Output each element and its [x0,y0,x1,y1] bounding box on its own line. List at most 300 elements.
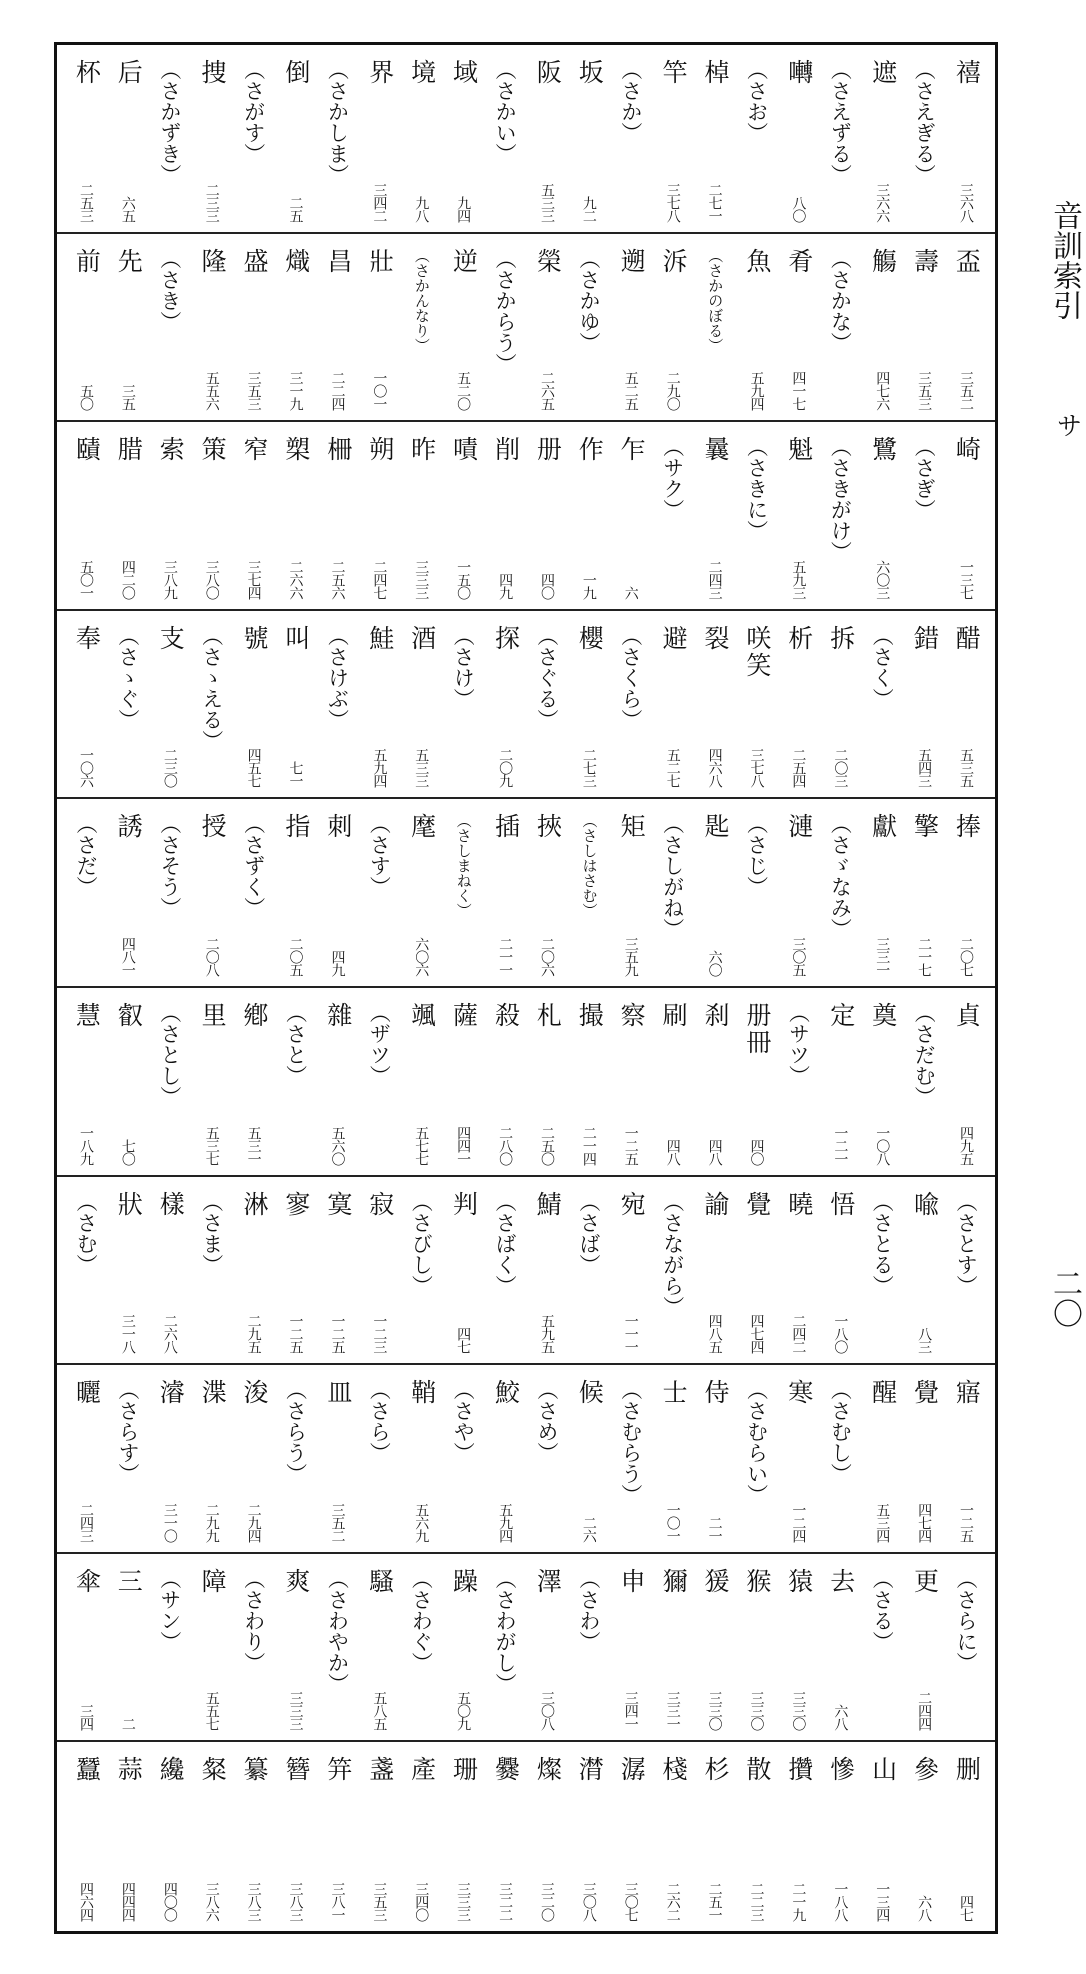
kanji-char: 咲笑 [742,624,772,679]
page-ref: 五八五 [371,1691,388,1731]
kanji-char: 薩 [449,1002,479,1029]
kanji-char: 慧 [72,1002,102,1029]
reading-column [65,799,107,986]
kanji-char: 潸 [575,1756,605,1784]
reading-column [568,799,610,986]
reading-column [275,988,317,1175]
kanji-entry [777,1554,819,1741]
kanji-char: 麾 [407,813,437,841]
page-ref: 二四三 [706,559,723,599]
reading-label: （さとし） [157,1002,182,1107]
kanji-entry [652,611,694,798]
page-ref: 一二三 [371,1314,388,1354]
kanji-entry [191,234,233,421]
kanji-char: 燦 [533,1756,563,1784]
page-ref: 二六 [580,1515,597,1542]
kanji-entry [694,1554,736,1741]
kanji-char: 前 [72,247,102,275]
page-ref: 三六八 [958,182,975,222]
reading-column [861,1177,903,1364]
reading-column [819,45,861,232]
kanji-entry [568,45,610,232]
kanji-char: 盞 [365,1756,395,1784]
reading-label: （さかんなり） [412,247,431,353]
kanji-char: 坂 [575,59,605,86]
reading-column [107,611,149,798]
reading-label: （さわやか） [325,1567,350,1694]
kanji-entry [275,234,317,421]
reading-column [358,799,400,986]
kanji-char: 鮫 [491,1379,521,1407]
kanji-entry [694,1365,736,1552]
kanji-entry [819,1742,861,1931]
reading-column [149,234,191,421]
kanji-char: 鷺 [868,436,898,464]
reading-column [652,1177,694,1364]
page-ref: 二〇九 [497,748,514,788]
kanji-entry [107,799,149,986]
page-ref: 一二五 [287,1314,304,1354]
reading-column [903,988,945,1175]
reading-label: （さわぐ） [409,1567,434,1673]
reading-label: （さゝぐ） [115,624,140,730]
page-ref: 二六八 [161,1314,178,1354]
reading-column [233,1554,275,1741]
page-ref: 四七四 [916,1502,933,1542]
reading-label: （さや） [451,1379,476,1464]
reading-label: （さき） [157,247,182,332]
page-ref: 二二三 [748,1881,765,1921]
page-ref: 五三四 [874,1502,891,1542]
reading-column [736,1365,778,1552]
kanji-char: 獮 [659,1567,689,1595]
reading-column [275,1365,317,1552]
kanji-char: 探 [491,624,521,652]
kanji-char: 錯 [910,624,940,652]
page-ref: 五〇一 [78,559,95,599]
kanji-entry [442,1554,484,1741]
page-ref: 一二一 [832,1125,849,1165]
kanji-entry [903,234,945,421]
reading-label: （さらす） [115,1379,140,1485]
kanji-entry [317,988,359,1175]
kanji-char: 乍 [617,436,647,464]
reading-label: （ザツ） [367,1002,392,1086]
kanji-entry [610,234,652,421]
kanji-char: 阪 [533,59,563,86]
page-ref: 四七六 [874,371,891,411]
kanji-entry [736,1177,778,1364]
kanji-entry [358,1177,400,1364]
kanji-entry [694,45,736,232]
kanji-char: 捧 [952,813,982,841]
kanji-char: 去 [826,1567,856,1595]
page-ref: 七一 [287,761,304,788]
kanji-entry [358,234,400,421]
kanji-entry [652,1365,694,1552]
kanji-char: 濬 [156,1379,186,1407]
reading-label: （さめ） [535,1379,560,1464]
page-ref: 三二二 [497,1881,514,1921]
kanji-entry [568,422,610,609]
reading-column [861,1554,903,1741]
reading-column [610,45,652,232]
page-ref: 四〇 [538,572,555,599]
kanji-char: 作 [575,436,605,464]
page-ref: 五二七 [664,748,681,788]
page-ref: 五五七 [203,1691,220,1731]
kanji-char: 后 [114,59,144,86]
reading-column [484,234,526,421]
kanji-char: 鯖 [533,1190,563,1218]
kanji-entry [317,799,359,986]
kanji-char: 崎 [952,436,982,464]
kanji-char: 柵 [323,436,353,464]
reading-label: （さびし） [409,1190,434,1296]
reading-column [568,1554,610,1741]
kanji-char: 寂 [365,1190,395,1218]
page-ref: 二〇八 [203,936,220,976]
kanji-char: 寒 [784,1379,814,1407]
reading-label: （さながら） [660,1190,685,1317]
kanji-entry [526,45,568,232]
page-ref: 五九三 [790,559,807,599]
reading-label: （さきがけ） [828,436,853,563]
kanji-entry [861,422,903,609]
kanji-char: 猴 [742,1567,772,1595]
kanji-entry [358,45,400,232]
index-band [57,1365,995,1554]
reading-column [736,799,778,986]
kanji-entry [652,45,694,232]
kanji-char: 奠 [868,1002,898,1029]
page-ref: 三二〇 [538,1881,555,1921]
kanji-char: 曩 [700,436,730,464]
kanji-char: 散 [742,1756,772,1784]
kanji-char: 鮭 [365,624,395,652]
kanji-entry [945,988,987,1175]
kanji-char: 觴 [868,247,898,275]
reading-column [568,234,610,421]
kanji-entry [442,45,484,232]
reading-label: （さゝえる） [199,624,224,751]
kanji-entry [275,799,317,986]
reading-column [694,234,736,421]
kanji-entry [652,988,694,1175]
reading-label: （さく） [870,624,895,709]
reading-column [861,611,903,798]
page-ref: 五三七 [203,1125,220,1165]
page-ref: 二一七 [916,936,933,976]
kanji-char: 諭 [700,1190,730,1218]
kanji-entry [107,422,149,609]
page-ref: 二七一 [706,182,723,222]
page-ref: 一八九 [78,1125,95,1165]
side-kana: サ [1052,412,1082,438]
kanji-char: 棹 [700,59,730,86]
page-ref: 三三一 [874,936,891,976]
kanji-entry [317,422,359,609]
reading-label: （さむ） [74,1190,99,1275]
page-ref: 四〇 [748,1138,765,1165]
reading-column [149,45,191,232]
kanji-char: 蒜 [114,1756,144,1784]
kanji-entry [107,1554,149,1741]
page-ref: 一二五 [329,1314,346,1354]
kanji-char: 殺 [491,1002,521,1029]
kanji-char: 境 [407,59,437,86]
reading-column [526,611,568,798]
page-ref: 一三七 [958,559,975,599]
index-band [57,799,995,988]
reading-column [442,611,484,798]
kanji-char: 禧 [952,59,982,86]
kanji-entry [275,45,317,232]
page-ref: 五九五 [538,1314,555,1354]
page-ref: 五九四 [748,371,765,411]
kanji-char: 士 [659,1379,689,1407]
kanji-entry [442,988,484,1175]
kanji-entry [275,1742,317,1931]
kanji-char: 躁 [449,1567,479,1595]
reading-label: （さだ） [74,813,99,898]
kanji-char: 覺 [742,1190,772,1218]
reading-label: （さかしま） [325,59,350,185]
kanji-entry [694,611,736,798]
kanji-entry [107,1742,149,1931]
kanji-entry [233,1742,275,1931]
page-ref: 二一一 [497,936,514,976]
kanji-entry [861,1742,903,1931]
kanji-char: 索 [156,436,186,464]
kanji-char: 喩 [910,1190,940,1218]
kanji-char: 珊 [449,1756,479,1784]
kanji-entry [484,799,526,986]
kanji-entry [149,1742,191,1931]
page-ref: 一八〇 [832,1314,849,1354]
index-band [57,234,995,423]
kanji-entry [484,1742,526,1931]
kanji-entry [568,1742,610,1931]
kanji-entry [442,422,484,609]
kanji-entry [903,799,945,986]
page-ref: 六五 [119,195,136,222]
kanji-entry [736,611,778,798]
kanji-entry [903,1177,945,1364]
kanji-char: 雜 [323,1002,353,1029]
reading-column [400,1177,442,1364]
kanji-entry [65,1742,107,1931]
index-band [57,422,995,611]
kanji-entry [191,1742,233,1931]
page-ref: 四九五 [958,1125,975,1165]
kanji-entry [861,45,903,232]
reading-column [233,799,275,986]
page-ref: 八〇 [790,195,807,222]
kanji-entry [610,422,652,609]
kanji-char: 三 [114,1567,144,1595]
kanji-char: 杯 [72,59,102,86]
kanji-entry [317,1742,359,1931]
reading-column [484,1554,526,1741]
page-ref: 三三〇 [706,1691,723,1731]
reading-label: （さけ） [451,624,476,709]
kanji-entry [275,1177,317,1364]
kanji-entry [819,611,861,798]
page-ref: 六 [622,585,639,599]
kanji-char: 叫 [281,624,311,652]
kanji-char: 察 [617,1002,647,1029]
page-ref: 二九九 [203,1502,220,1542]
page-ref: 三六六 [874,182,891,222]
page-number: 二〇 [1047,1268,1082,1328]
page-ref: 四一七 [790,371,807,411]
page-ref: 一八八 [832,1881,849,1921]
kanji-entry [903,611,945,798]
kanji-entry [568,988,610,1175]
kanji-entry [484,422,526,609]
kanji-entry [358,611,400,798]
reading-label: （さきに） [744,436,769,542]
kanji-char: 爨 [491,1756,521,1784]
kanji-entry [526,1554,568,1741]
kanji-entry [442,234,484,421]
kanji-entry [65,422,107,609]
kanji-char: 曉 [784,1190,814,1218]
page-ref: 三三〇 [790,1691,807,1731]
page-ref: 二 [119,1717,136,1731]
kanji-char: 更 [910,1567,940,1595]
kanji-entry [861,1365,903,1552]
page-ref: 四七四 [748,1314,765,1354]
reading-column [317,45,359,232]
kanji-char: 匙 [700,813,730,841]
kanji-char: 盃 [952,247,982,275]
reading-label: （サツ） [786,1002,811,1086]
reading-label: （さわがし） [493,1567,518,1694]
page-ref: 四六四 [78,1881,95,1921]
page-ref: 五九四 [497,1502,514,1542]
kanji-entry [149,422,191,609]
page-ref: 二四四 [916,1691,933,1731]
reading-label: （さらう） [283,1379,308,1485]
reading-column [400,1554,442,1741]
kanji-char: 札 [533,1002,563,1029]
kanji-char: 册 [533,436,563,464]
kanji-entry [819,988,861,1175]
reading-label: （さる） [870,1567,895,1652]
reading-label: （さがす） [241,59,266,164]
reading-label: （さか） [618,59,643,143]
kanji-char: 壯 [365,247,395,275]
reading-column [149,799,191,986]
kanji-char: 魚 [742,247,772,275]
reading-label: （さえぎる） [912,59,937,185]
page-ref: 三五二 [329,1502,346,1542]
kanji-entry [275,611,317,798]
kanji-char: 界 [365,59,395,86]
page-ref: 三〇八 [580,1881,597,1921]
page-ref: 四二〇 [119,559,136,599]
kanji-char: 颯 [407,1002,437,1029]
page-ref: 五三一 [245,1125,262,1165]
kanji-char: 山 [868,1756,898,1784]
page-ref: 一〇八 [874,1125,891,1165]
kanji-entry [65,234,107,421]
kanji-entry [568,611,610,798]
reading-label: （さらに） [954,1567,979,1673]
reading-label: （さえずる） [828,59,853,185]
page-ref: 二〇三 [832,748,849,788]
page-ref: 四六八 [706,748,723,788]
kanji-entry [358,422,400,609]
kanji-entry [777,234,819,421]
reading-column [610,611,652,798]
index-band [57,1554,995,1743]
page-ref: 四八一 [119,936,136,976]
page-ref: 四五七 [245,748,262,788]
kanji-char: 先 [114,247,144,275]
kanji-char: 淋 [240,1190,270,1218]
kanji-char: 昌 [323,247,353,275]
kanji-entry [65,1554,107,1741]
kanji-entry [526,799,568,986]
kanji-char: 笄 [323,1756,353,1784]
kanji-entry [65,1365,107,1552]
kanji-char: 潺 [617,1756,647,1784]
page-ref: 三三三 [287,1691,304,1731]
index-band [57,45,995,234]
kanji-char: 慘 [826,1756,856,1784]
reading-column [107,1365,149,1552]
reading-label: （さま） [199,1190,224,1275]
kanji-char: 纔 [156,1756,186,1784]
kanji-char: 障 [198,1567,228,1595]
kanji-entry [233,1365,275,1552]
page-ref: 三三三 [413,559,430,599]
reading-column [819,234,861,421]
kanji-char: 鞘 [407,1379,437,1407]
kanji-char: 奉 [72,624,102,652]
kanji-char: 裂 [700,624,730,652]
index-table-frame [54,42,998,1934]
kanji-entry [65,45,107,232]
kanji-entry [945,234,987,421]
kanji-char: 支 [156,624,186,652]
kanji-char: 產 [407,1756,437,1784]
kanji-entry [777,1177,819,1364]
kanji-char: 誘 [114,813,144,841]
page-ref: 三四一 [622,1691,639,1731]
reading-label: （さゞなみ） [828,813,853,940]
kanji-entry [736,234,778,421]
kanji-entry [400,799,442,986]
kanji-char: 鄕 [240,1002,270,1029]
kanji-char: 域 [449,59,479,86]
page-ref: 五〇九 [455,1691,472,1731]
kanji-char: 捜 [198,59,228,86]
kanji-entry [568,1365,610,1552]
page-ref: 五三三 [538,182,555,222]
kanji-entry [107,45,149,232]
kanji-entry [777,1365,819,1552]
reading-column [484,1177,526,1364]
reading-column [149,988,191,1175]
reading-label: （さそう） [157,813,182,919]
page-ref: 九八 [413,195,430,222]
kanji-entry [652,1554,694,1741]
kanji-char: 蠶 [72,1756,102,1784]
